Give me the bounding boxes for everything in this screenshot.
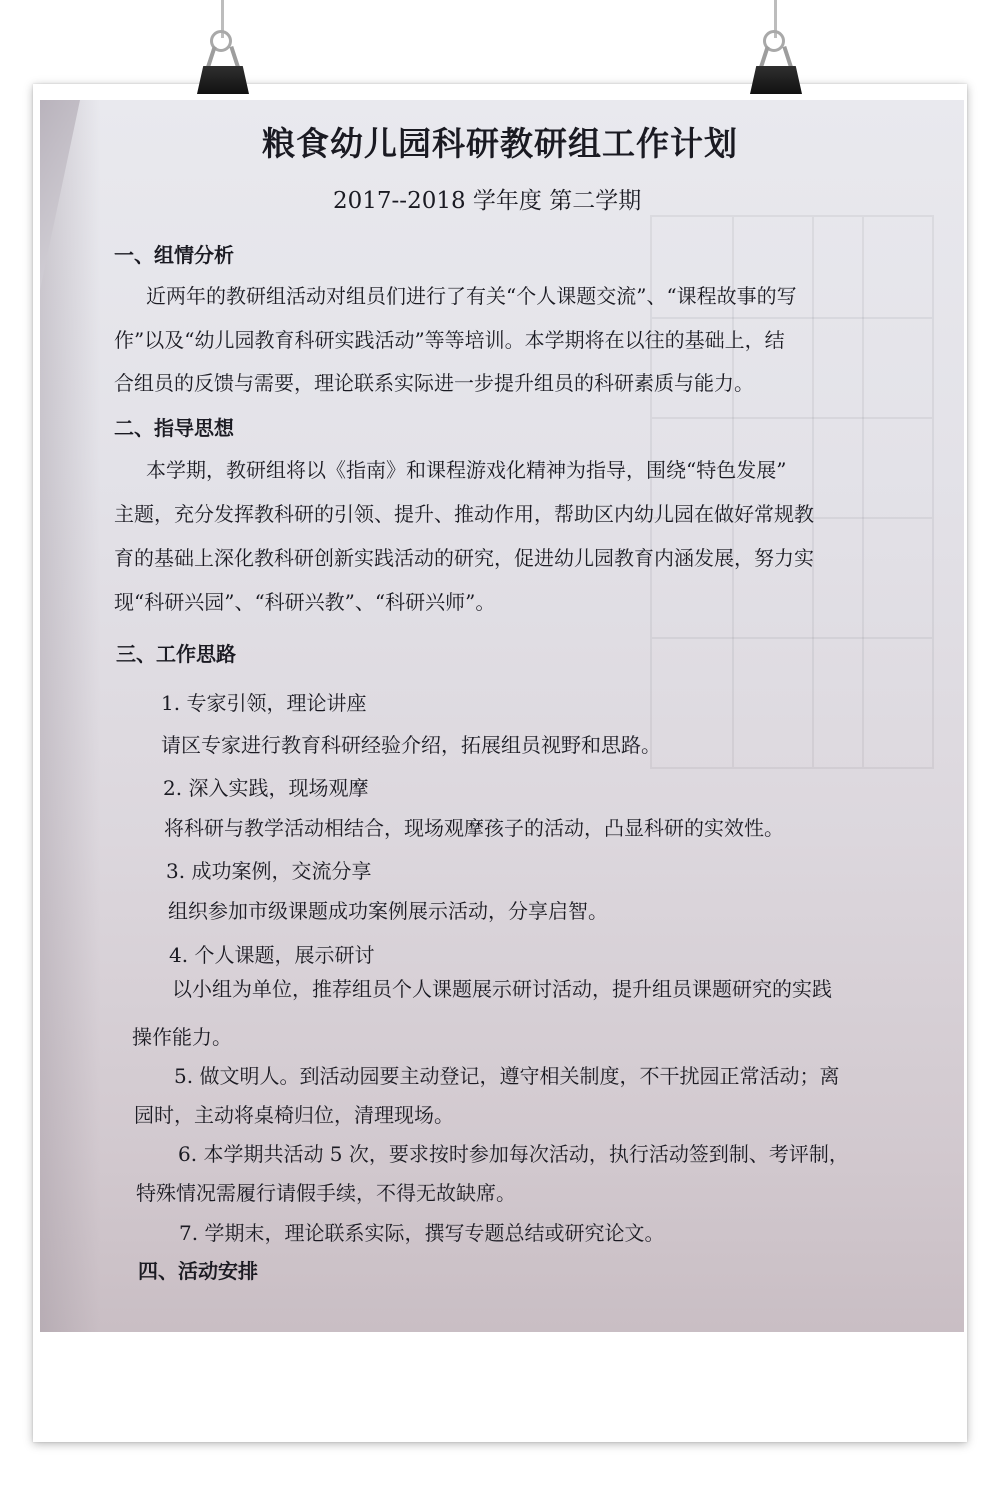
list-item-text: 将科研与教学活动相结合，现场观摩孩子的活动，凸显科研的实效性。 [164,816,784,840]
list-item-text: 组织参加市级课题成功案例展示活动，分享启智。 [168,899,608,923]
paragraph-line: 合组员的反馈与需要，理论联系实际进一步提升组员的科研素质与能力。 [114,371,754,395]
list-item-text: 6. 本学期共活动 5 次，要求按时参加每次活动，执行活动签到制、考评制， [178,1142,849,1166]
paragraph-line: 作”以及“幼儿园教育科研实践活动”等等培训。本学期将在以往的基础上，结 [114,328,785,352]
list-item-title: 1. 专家引领，理论讲座 [161,691,367,715]
list-item-text: 请区专家进行教育科研经验介绍，拓展组员视野和思路。 [161,733,661,757]
list-item-text: 特殊情况需履行请假手续，不得无故缺席。 [136,1181,516,1205]
list-item-text: 园时，主动将桌椅归位，清理现场。 [134,1103,454,1127]
document-subtitle: 2017--2018 学年度 第二学期 [333,188,642,214]
section-heading: 一、组情分析 [114,243,234,267]
list-item-text: 7. 学期末，理论联系实际，撰写专题总结或研究论文。 [179,1221,665,1245]
list-item-text: 5. 做文明人。到活动园要主动登记，遵守相关制度，不干扰园正常活动；离 [174,1064,840,1088]
list-item-text: 以小组为单位，推荐组员个人课题展示研讨活动，提升组员课题研究的实践 [172,977,832,1001]
list-item-text: 操作能力。 [132,1025,232,1049]
paragraph-line: 现“科研兴园”、“科研兴教”、“科研兴师”。 [114,590,496,614]
list-item-title: 4. 个人课题，展示研讨 [169,943,375,967]
paragraph-line: 育的基础上深化教科研创新实践活动的研究，促进幼儿园教育内涵发展，努力实 [114,546,814,570]
section-heading: 二、指导思想 [114,416,234,440]
list-item-title: 3. 成功案例，交流分享 [166,859,372,883]
section-heading: 三、工作思路 [116,642,236,666]
paragraph-line: 主题，充分发挥教科研的引领、提升、推动作用，帮助区内幼儿园在做好常规教 [114,502,814,526]
document-title: 粮食幼儿园科研教研组工作计划 [262,124,738,163]
section-heading: 四、活动安排 [138,1259,258,1283]
list-item-title: 2. 深入实践，现场观摩 [163,776,369,800]
paragraph-line: 本学期，教研组将以《指南》和课程游戏化精神为指导，围绕“特色发展” [146,458,787,482]
paragraph-line: 近两年的教研组活动对组员们进行了有关“个人课题交流”、“课程故事的写 [146,284,797,308]
